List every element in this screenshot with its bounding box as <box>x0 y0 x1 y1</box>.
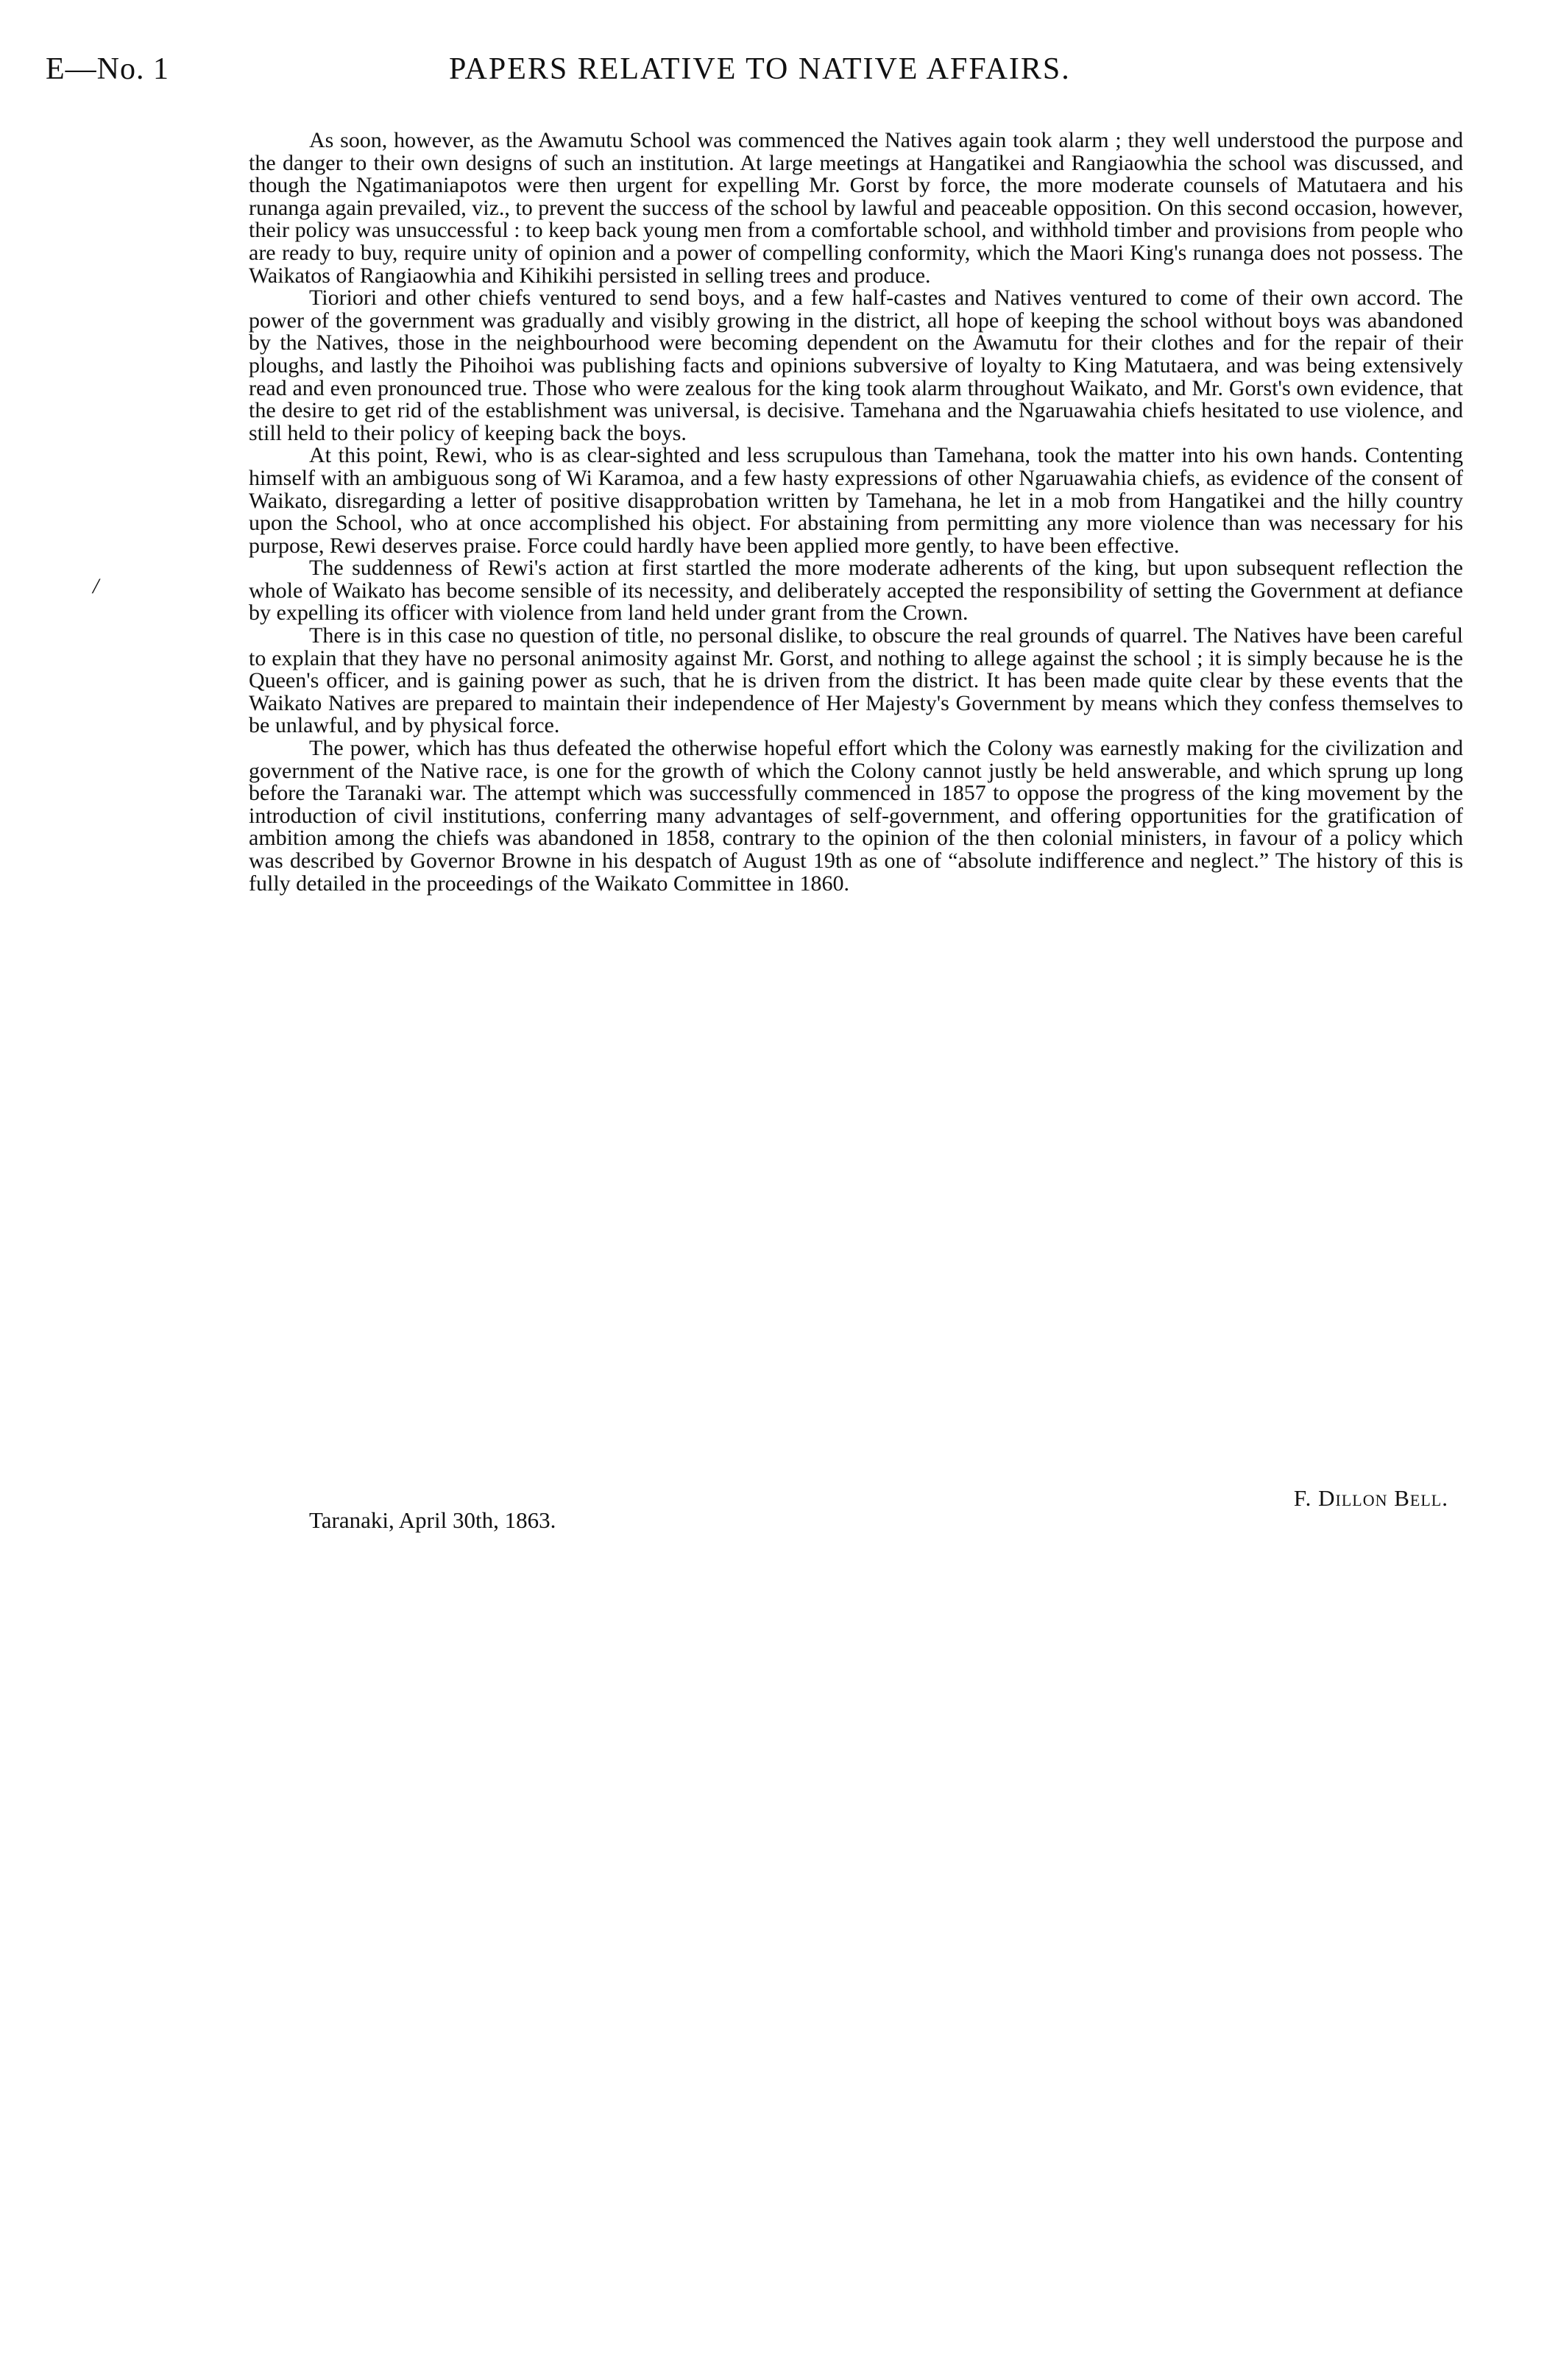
paragraph-tioriori: Tioriori and other chiefs ventured to send boys, and a few half-castes and Natives ventured to come of their own accord. The power of the government was gradually and visibly growing in the district, all hope of keeping the school without boys was abandoned by the Natives, those in the neighbourhood were becoming dependent on the Awamutu for their clothes and for the repair of their ploughs, and lastly the Pihoihoi was publishing facts and opinions subversive of loyalty to King Matutaera, and was being extensively read and even pronounced true. Those who were zealous for the king took alarm throughout Waikato, and Mr. Gorst's own evidence, that the desire to get rid of the establishment was universal, is decisive. Tamehana and the Ngaruawahia chiefs hesitated to use violence, and still held to their policy of keeping back the boys. <box>249 286 1463 445</box>
paragraph-suddenness: The suddenness of Rewi's action at first startled the more moderate adherents of the king, but upon subsequent reflection the whole of Waikato has become sensible of its necessity, and deliberately accepted the responsibility of setting the Government at defiance by expelling its officer with violence from land held under grant from the Crown. <box>249 556 1463 626</box>
body-text <box>249 130 1463 895</box>
paragraph-rewi-action: At this point, Rewi, who is as clear-sighted and less scrupulous than Tamehana, took the matter into his own hands. Contenting himself with an ambiguous song of Wi Karamoa, and a few hasty expressions of other Ngaruawahia chiefs, as evidence of the consent of Waikato, disregarding a letter of positive disapprobation written by Tamehana, he let in a mob from Hangatikei and the hilly country upon the School, who at once accomplished his object. For abstaining from permitting any more violence than was necessary for his purpose, Rewi deserves praise. Force could hardly have been applied more gently, to have been effective. <box>249 443 1463 558</box>
closing-block <box>249 1472 1463 1531</box>
place-date: Taranaki, April 30th, 1863. <box>309 1507 556 1533</box>
page-header <box>0 52 1547 103</box>
signature: F. Dillon Bell. <box>1293 1485 1448 1511</box>
margin-mark: / <box>93 574 99 598</box>
page-title: PAPERS RELATIVE TO NATIVE AFFAIRS. <box>449 52 1071 86</box>
paragraph-the-power: The power, which has thus defeated the otherwise hopeful effort which the Colony was earnestly making for the civilization and government of the Native race, is one for the growth of which the Colony cannot justly be held answerable, and which sprung up long before the Taranaki war. The attempt which was successfully commenced in 1857 to oppose the progress of the king movement by the introduction of civil institutions, conferring many advantages of self-government, and offering opportunities for the gratification of ambition among the chiefs was abandoned in 1858, contrary to the opinion of the then colonial ministers, in favour of a policy which was described by Governor Browne in his despatch of August 19th as one of “absolute indifference and neglect.” The history of this is fully detailed in the proceedings of the Waikato Committee in 1860. <box>249 736 1463 896</box>
document-reference: E—No. 1 <box>46 52 169 86</box>
paragraph-no-question-of-title: There is in this case no question of title, no personal dislike, to obscure the real grounds of quarrel. The Natives have been careful to explain that they have no personal animosity against Mr. Gorst, and nothing to allege against the school ; it is simply because he is the Queen's officer, and is gaining power as such, that he is driven from the district. It has been made quite clear by these events that the Waikato Natives are prepared to maintain their independence of Her Majesty's Government by means which they confess themselves to be unlawful, and by physical force. <box>249 623 1463 738</box>
paragraph-awamutu-school: As soon, however, as the Awamutu School was commenced the Natives again took alarm ; they well understood the purpose and the danger to their own designs of such an institution. At large meetings at Hangatikei and Rangiaowhia the school was discussed, and though the Ngatimaniapotos were then urgent for expelling Mr. Gorst by force, the more moderate counsels of Matutaera and his runanga again prevailed, viz., to prevent the success of the school by lawful and peaceable opposition. On this second occasion, however, their policy was unsuccessful : to keep back young men from a comfortable school, and withhold timber and provisions from people who are ready to buy, require unity of opinion and a power of compelling conformity, which the Maori King's runanga does not possess. The Waikatos of Rangiaowhia and Kihikihi persisted in selling trees and produce. <box>249 128 1463 288</box>
